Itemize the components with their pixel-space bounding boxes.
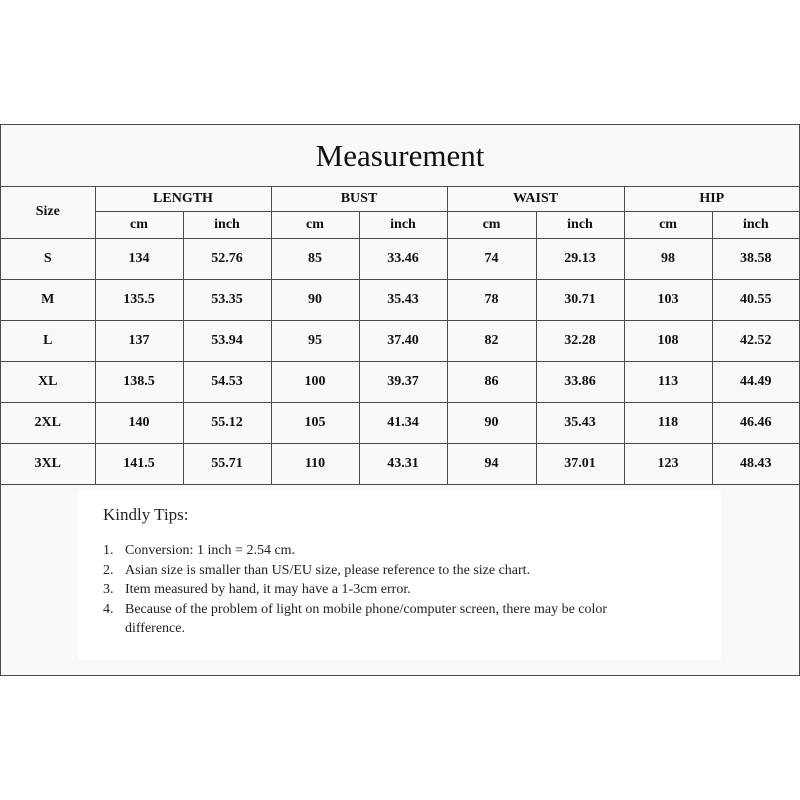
value-cell: 29.13 <box>536 239 624 280</box>
value-cell: 33.46 <box>359 239 447 280</box>
table-row <box>1 444 799 485</box>
tip-text: Conversion: 1 inch = 2.54 cm. <box>125 543 296 558</box>
value-cell: 40.55 <box>712 280 799 321</box>
value-cell: 53.94 <box>183 321 271 362</box>
value-cell: 105 <box>271 403 359 444</box>
tip-number: 2. <box>103 562 114 578</box>
table-row <box>1 403 799 444</box>
header-hip: HIP <box>624 186 799 212</box>
table-row <box>1 362 799 403</box>
value-cell: 48.43 <box>712 444 799 485</box>
measurement-table <box>1 186 799 485</box>
size-cell: M <box>1 280 95 321</box>
value-cell: 90 <box>271 280 359 321</box>
value-cell: 85 <box>271 239 359 280</box>
kindly-tips-panel <box>78 491 721 660</box>
value-cell: 46.46 <box>712 403 799 444</box>
value-cell: 74 <box>447 239 536 280</box>
value-cell: 44.49 <box>712 362 799 403</box>
unit-header: inch <box>359 212 447 239</box>
tip-number: 1. <box>103 543 114 558</box>
table-row <box>1 239 799 280</box>
value-cell: 138.5 <box>95 362 183 403</box>
value-cell: 118 <box>624 403 712 444</box>
value-cell: 94 <box>447 444 536 485</box>
value-cell: 123 <box>624 444 712 485</box>
size-cell: L <box>1 321 95 362</box>
size-chart <box>0 124 800 676</box>
table-row <box>1 321 799 362</box>
value-cell: 39.37 <box>359 362 447 403</box>
unit-header: inch <box>183 212 271 239</box>
header-bust: BUST <box>271 186 447 212</box>
value-cell: 55.71 <box>183 444 271 485</box>
value-cell: 110 <box>271 444 359 485</box>
value-cell: 95 <box>271 321 359 362</box>
tip-text: Asian size is smaller than US/EU size, please reference to the size chart. <box>125 562 531 578</box>
table-row <box>1 280 799 321</box>
size-header: Size <box>1 186 95 239</box>
value-cell: 35.43 <box>536 403 624 444</box>
unit-header: cm <box>624 212 712 239</box>
header-row-groups <box>1 186 799 212</box>
value-cell: 35.43 <box>359 280 447 321</box>
tip-item <box>103 580 645 600</box>
size-cell: S <box>1 239 95 280</box>
size-cell: XL <box>1 362 95 403</box>
value-cell: 42.52 <box>712 321 799 362</box>
value-cell: 78 <box>447 280 536 321</box>
value-cell: 41.34 <box>359 403 447 444</box>
tip-item <box>103 561 645 581</box>
value-cell: 33.86 <box>536 362 624 403</box>
tips-list <box>103 541 645 639</box>
unit-header: inch <box>712 212 799 239</box>
size-cell: 2XL <box>1 403 95 444</box>
value-cell: 38.58 <box>712 239 799 280</box>
unit-header: inch <box>536 212 624 239</box>
tips-title: Kindly Tips: <box>103 505 189 524</box>
value-cell: 134 <box>95 239 183 280</box>
size-cell: 3XL <box>1 444 95 485</box>
value-cell: 32.28 <box>536 321 624 362</box>
value-cell: 86 <box>447 362 536 403</box>
value-cell: 43.31 <box>359 444 447 485</box>
value-cell: 82 <box>447 321 536 362</box>
tip-text: Because of the problem of light on mobile phone/computer screen, there may be color difference. <box>125 601 608 636</box>
value-cell: 103 <box>624 280 712 321</box>
header-row-units <box>1 212 799 239</box>
value-cell: 37.40 <box>359 321 447 362</box>
unit-header: cm <box>271 212 359 239</box>
chart-title: Measurement <box>1 125 799 187</box>
unit-header: cm <box>447 212 536 239</box>
value-cell: 55.12 <box>183 403 271 444</box>
value-cell: 113 <box>624 362 712 403</box>
value-cell: 140 <box>95 403 183 444</box>
value-cell: 98 <box>624 239 712 280</box>
value-cell: 108 <box>624 321 712 362</box>
tip-number: 3. <box>103 582 114 597</box>
value-cell: 37.01 <box>536 444 624 485</box>
value-cell: 100 <box>271 362 359 403</box>
value-cell: 135.5 <box>95 280 183 321</box>
value-cell: 137 <box>95 321 183 362</box>
value-cell: 52.76 <box>183 239 271 280</box>
tip-number: 4. <box>103 601 114 617</box>
unit-header: cm <box>95 212 183 239</box>
value-cell: 90 <box>447 403 536 444</box>
header-waist: WAIST <box>447 186 624 212</box>
value-cell: 30.71 <box>536 280 624 321</box>
value-cell: 141.5 <box>95 444 183 485</box>
tip-item <box>103 600 645 639</box>
value-cell: 54.53 <box>183 362 271 403</box>
value-cell: 53.35 <box>183 280 271 321</box>
tip-text: Item measured by hand, it may have a 1-3cm error. <box>125 582 411 597</box>
header-length: LENGTH <box>95 186 271 212</box>
tip-item <box>103 541 645 561</box>
